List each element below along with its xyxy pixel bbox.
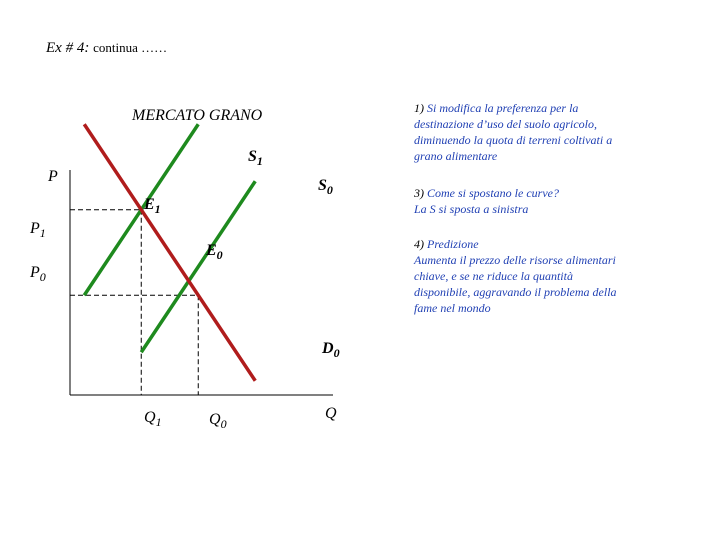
note-4-line: chiave, e se ne riduce la quantità bbox=[414, 269, 573, 283]
s1-label: $S_1$ bbox=[248, 148, 263, 168]
slide-title-main: Ex # 4: bbox=[46, 40, 90, 56]
price-tick-label-p1: $P_1$ bbox=[30, 220, 46, 240]
price-tick-label-p0: $P_0$ bbox=[30, 264, 46, 284]
note-3-number: 3) bbox=[414, 186, 424, 200]
note-4-line: fame nel mondo bbox=[414, 301, 491, 315]
d0-curve bbox=[84, 124, 255, 381]
note-3-line: La S si sposta a sinistra bbox=[414, 202, 529, 216]
note-4-line: disponibile, aggravando il problema della bbox=[414, 285, 617, 299]
y-axis-label: P bbox=[48, 168, 58, 185]
x-axis-label: Q bbox=[325, 405, 337, 422]
note-4-line: Predizione bbox=[427, 237, 479, 251]
note-1-line: grano alimentare bbox=[414, 149, 498, 163]
note-1-line: diminuendo la quota di terreni coltivati a bbox=[414, 133, 613, 147]
s0-label: $S_0$ bbox=[318, 177, 333, 197]
equilibrium-e1-label: $E_1$ bbox=[144, 196, 161, 216]
note-1-number: 1) bbox=[414, 101, 424, 115]
note-4-line: Aumenta il prezzo delle risorse alimentari bbox=[414, 253, 616, 267]
slide-title-sub: continua …… bbox=[93, 40, 168, 55]
note-3-line: Come si spostano le curve? bbox=[427, 186, 559, 200]
quantity-tick-label-q1: $Q_1$ bbox=[144, 409, 162, 429]
note-1-line: destinazione d’uso del suolo agricolo, bbox=[414, 117, 597, 131]
note-4-number: 4) bbox=[414, 237, 424, 251]
d0-label: $D_0$ bbox=[322, 340, 340, 360]
equilibrium-e0-label: $E_0$ bbox=[206, 242, 223, 262]
quantity-tick-label-q0: $Q_0$ bbox=[209, 411, 227, 431]
note-1-line: Si modifica la preferenza per la bbox=[427, 101, 579, 115]
market-title: MERCATO GRANO bbox=[132, 107, 263, 124]
